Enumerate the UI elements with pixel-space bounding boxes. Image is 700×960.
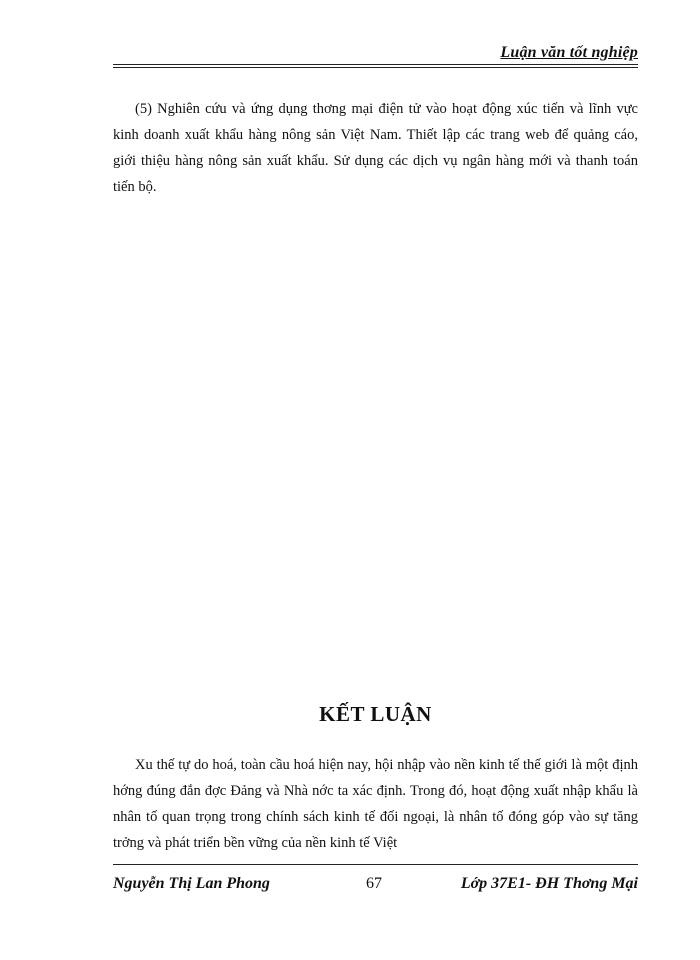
footer-class-info: Lớp 37E1- ĐH Thơng Mại xyxy=(460,875,638,892)
footer-rule xyxy=(113,864,638,865)
header-rule-bottom xyxy=(113,67,638,68)
footer-author: Nguyễn Thị Lan Phong xyxy=(113,875,270,892)
body-paragraph-recommendation-5: (5) Nghiên cứu và ứng dụng thơng mại điện tử vào hoạt động xúc tiến và lĩnh vực kinh doanh xuất khẩu hàng nông sản Việt Nam. Thiết lập các trang web để quảng cáo, giới thiệu hàng nông sản xuất khẩu. Sử dụng các dịch vụ ngân hàng mới và thanh toán tiến bộ. xyxy=(113,101,638,195)
footer-page-number: 67 xyxy=(366,875,382,892)
header-rule-top xyxy=(113,64,638,65)
section-title-conclusion: KẾT LUẬN xyxy=(319,702,432,726)
running-header-title: Luận văn tốt nghiệp xyxy=(500,44,638,61)
body-paragraph-conclusion: Xu thế tự do hoá, toàn cầu hoá hiện nay, hội nhập vào nền kinh tế thế giới là một định hớng đúng đắn đợc Đảng và Nhà nớc ta xác định. Trong đó, hoạt động xuất nhập khẩu là nhân tố quan trọng trong chính sách kinh tế đối ngoại, là nhân tố đóng góp vào sự tăng trởng và phát triển bền vững của nền kinh tế Việt xyxy=(113,757,638,851)
